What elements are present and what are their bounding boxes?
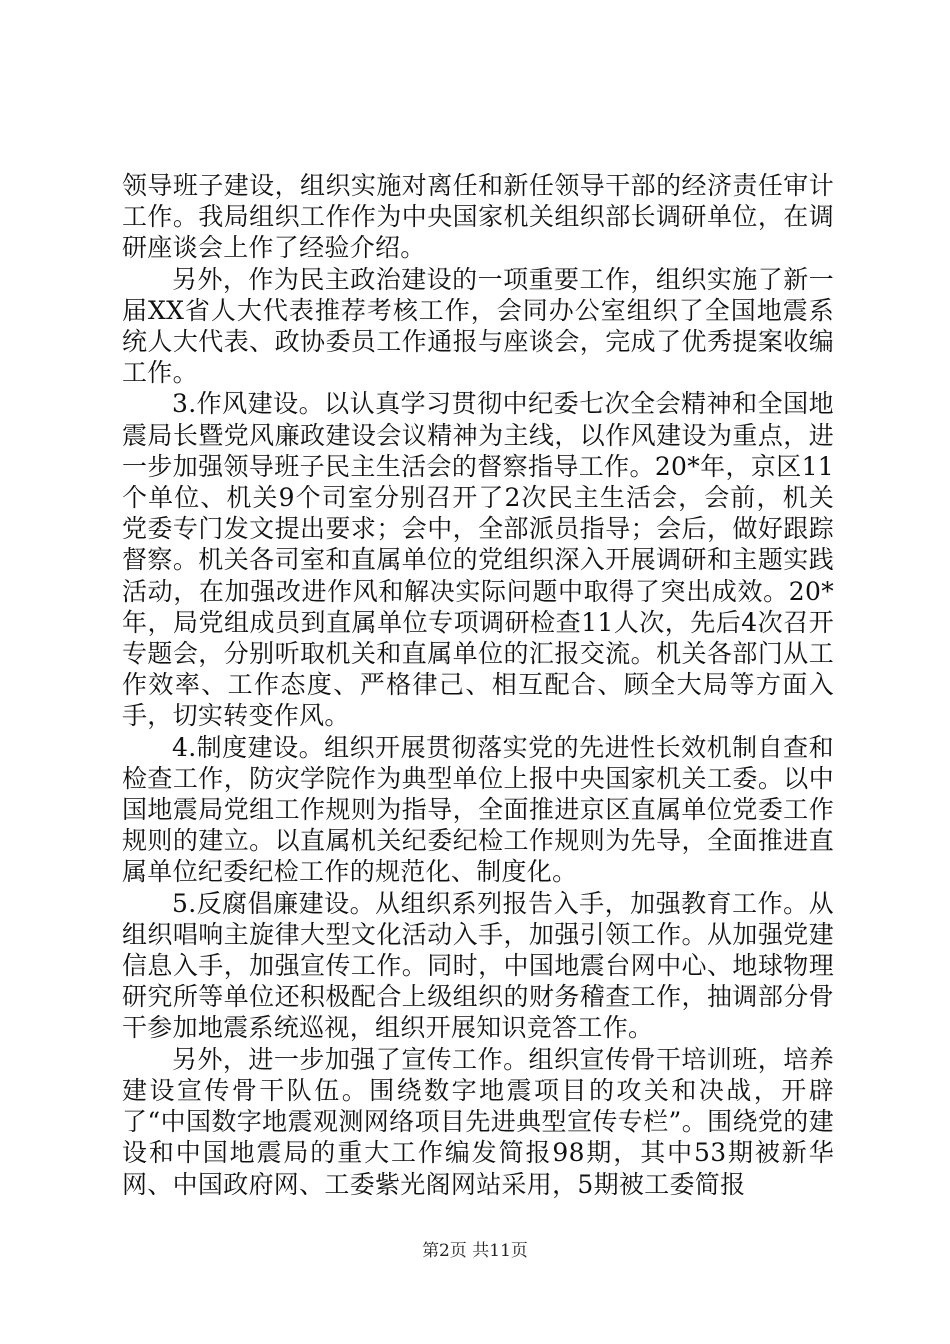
paragraph-continuation: 领导班子建设，组织实施对离任和新任领导干部的经济责任审计工作。我局组织工作作为中央国家机关组织部长调研单位，在调研座谈会上作了经验介绍。 <box>122 171 834 263</box>
paragraph-work-style: 3.作风建设。以认真学习贯彻中纪委七次全会精神和全国地震局长暨党风廉政建设会议精神为主线，以作风建设为重点，进一步加强领导班子民主生活会的督察指导工作。20*年，京区11个单位、机关9个司室分别召开了2次民主生活会，会前，机关党委专门发文提出要求；会中，全部派员指导；会后，做好跟踪督察。机关各司室和直属单位的党组织深入开展调研和主题实践活动，在加强改进作风和解决实际问题中取得了突出成效。20*年，局党组成员到直属单位专项调研检查11人次，先后4次召开专题会，分别听取机关和直属单位的汇报交流。机关各部门从工作效率、工作态度、严格律己、相互配合、顾全大局等方面入手，切实转变作风。 <box>122 389 834 731</box>
page-number-footer: 第2页 共11页 <box>422 1241 528 1261</box>
paragraph-publicity: 另外，进一步加强了宣传工作。组织宣传骨干培训班，培养建设宣传骨干队伍。围绕数字地震项目的攻关和决战，开辟了“中国数字地震观测网络项目先进典型宣传专栏”。围绕党的建设和中国地震局的重大工作编发简报98期，其中53期被新华网、中国政府网、工委紫光阁网站采用，5期被工委简报 <box>122 1044 834 1199</box>
document-body <box>122 170 834 1200</box>
paragraph-democratic-politics: 另外，作为民主政治建设的一项重要工作，组织实施了新一届XX省人大代表推荐考核工作，会同办公室组织了全国地震系统人大代表、政协委员工作通报与座谈会，完成了优秀提案收编工作。 <box>122 264 834 388</box>
paragraph-institution: 4.制度建设。组织开展贯彻落实党的先进性长效机制自查和检查工作，防灾学院作为典型单位上报中央国家机关工委。以中国地震局党组工作规则为指导，全面推进京区直属单位党委工作规则的建立。以直属机关纪委纪检工作规则为先导，全面推进直属单位纪委纪检工作的规范化、制度化。 <box>122 732 834 887</box>
paragraph-anti-corruption: 5.反腐倡廉建设。从组织系列报告入手，加强教育工作。从组织唱响主旋律大型文化活动入手，加强引领工作。从加强党建信息入手，加强宣传工作。同时，中国地震台网中心、地球物理研究所等单位还积极配合上级组织的财务稽查工作，抽调部分骨干参加地震系统巡视，组织开展知识竞答工作。 <box>122 888 834 1043</box>
